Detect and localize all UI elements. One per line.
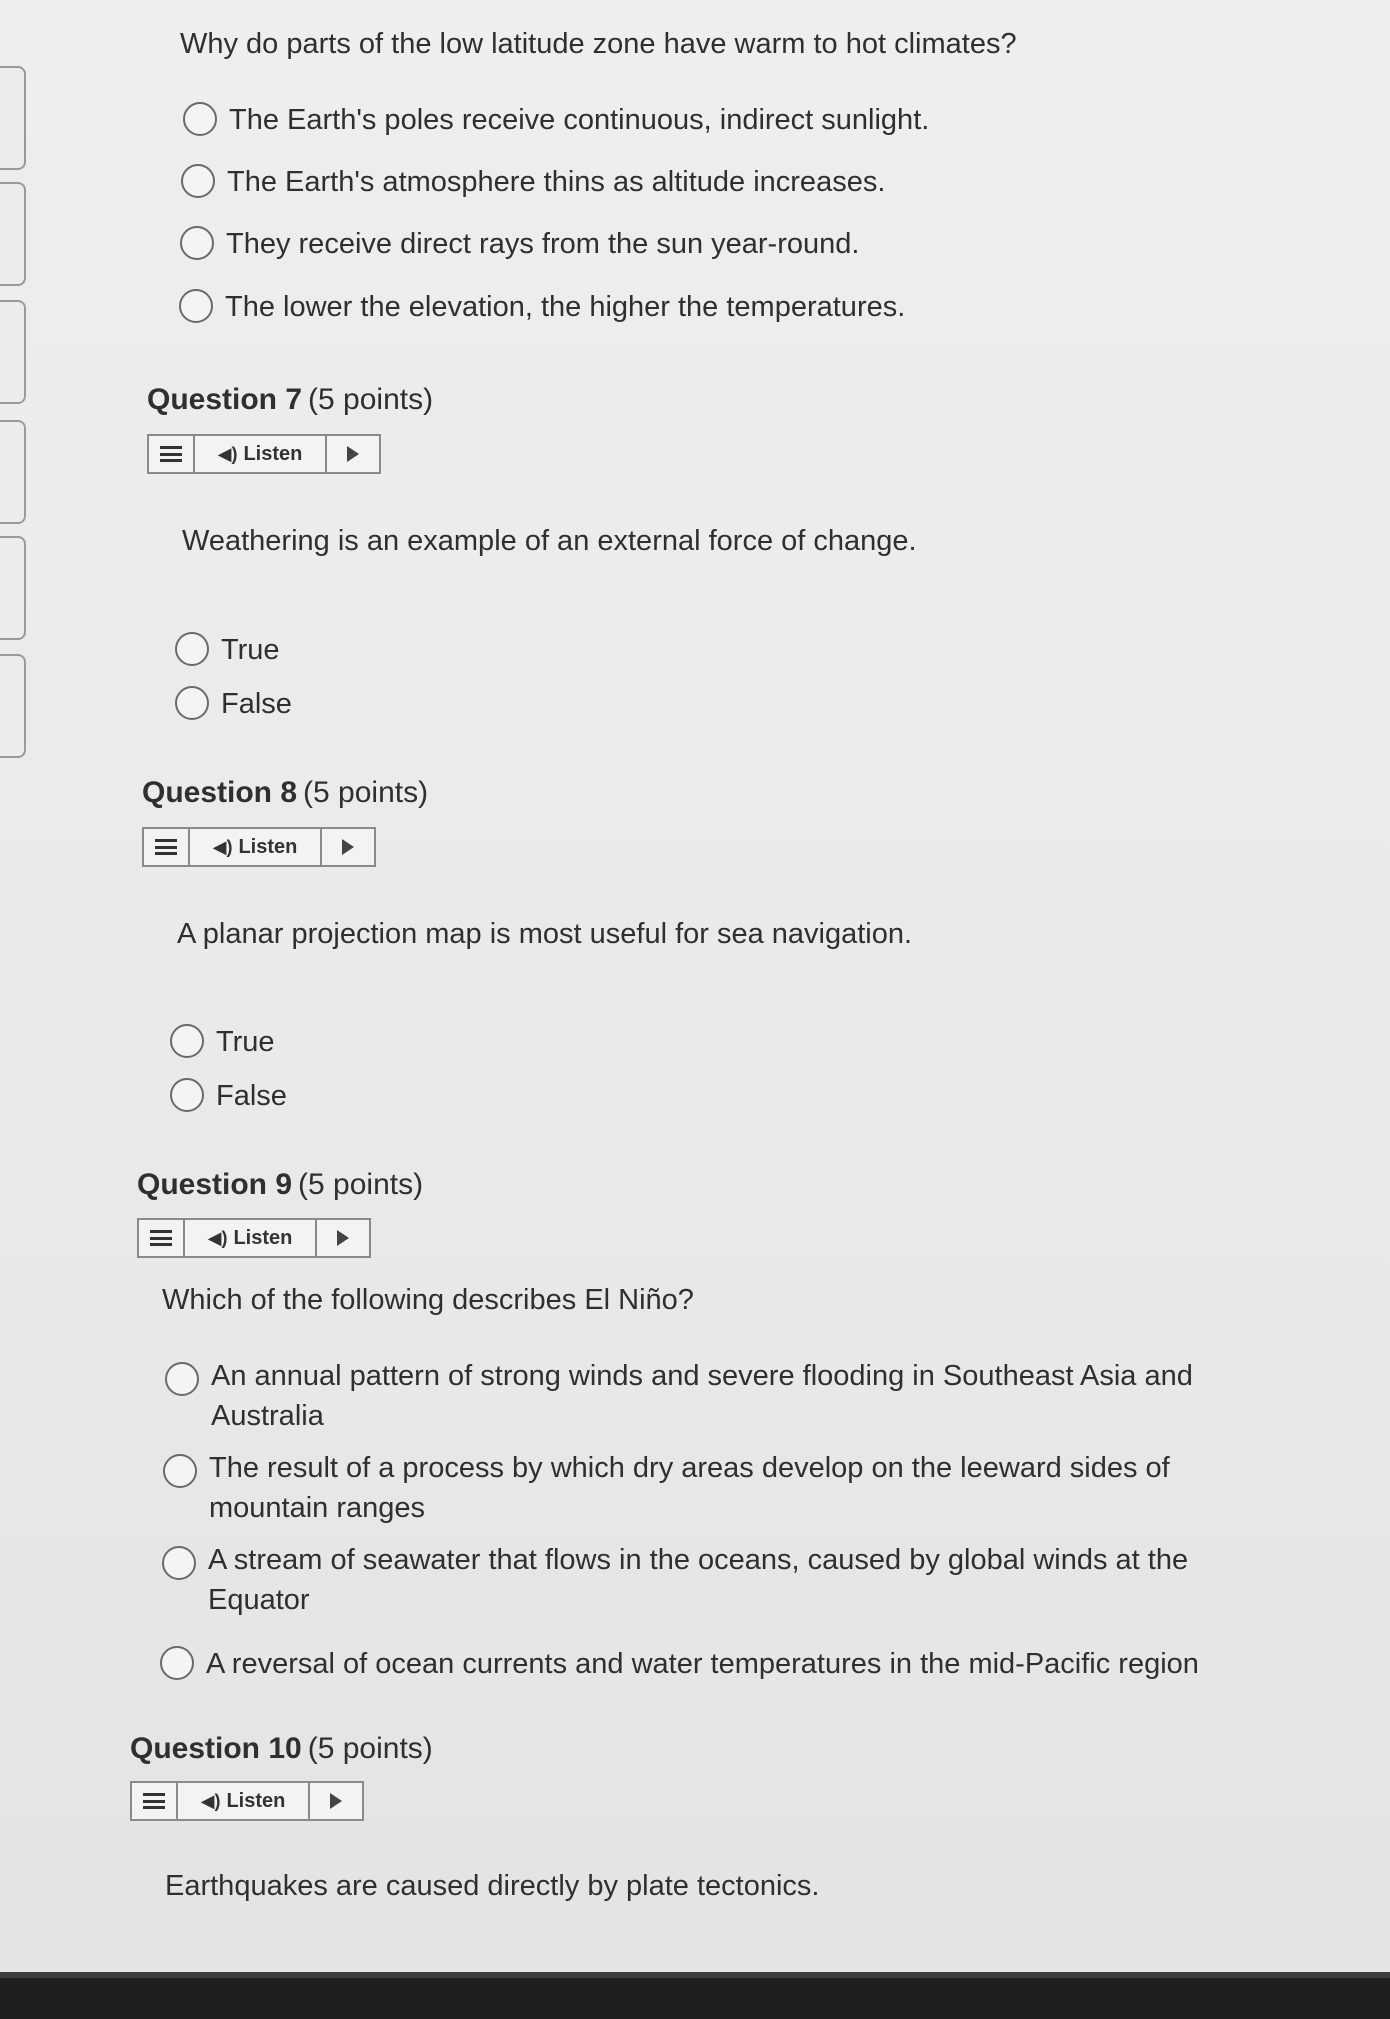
q9-title: Question 9 <box>137 1168 293 1201</box>
q8-listen-bar <box>142 827 376 867</box>
q7-option-false[interactable]: False <box>175 684 292 724</box>
q9-option-2[interactable]: The result of a process by which dry areas develop on the leeward sides of mountain ranges <box>163 1448 1170 1528</box>
q7-heading <box>147 383 433 417</box>
radio-button[interactable] <box>179 289 213 323</box>
menu-icon[interactable] <box>132 1783 178 1819</box>
play-icon[interactable] <box>327 436 379 472</box>
q10-points: (5 points) <box>307 1732 433 1765</box>
question-nav-tab[interactable] <box>0 66 26 170</box>
q9-prompt: Which of the following describes El Niño? <box>162 1284 694 1316</box>
q7-points: (5 points) <box>308 383 434 416</box>
q10-heading <box>130 1732 433 1766</box>
q8-option-false[interactable]: False <box>170 1076 287 1116</box>
question-nav-tab[interactable] <box>0 300 26 404</box>
question-nav-tab[interactable] <box>0 536 26 640</box>
play-icon[interactable] <box>322 829 374 865</box>
q9-points: (5 points) <box>298 1168 424 1201</box>
radio-button[interactable] <box>175 632 209 666</box>
listen-button[interactable]: ◀) Listen <box>195 436 327 472</box>
speaker-icon: ◀) <box>212 836 233 857</box>
q6-option-2[interactable]: The Earth's atmosphere thins as altitude increases. <box>181 162 885 202</box>
menu-icon[interactable] <box>139 1220 185 1256</box>
radio-button[interactable] <box>170 1024 204 1058</box>
radio-button[interactable] <box>165 1362 199 1396</box>
q7-prompt: Weathering is an example of an external force of change. <box>182 525 917 557</box>
radio-button[interactable] <box>162 1546 196 1580</box>
q9-listen-bar <box>137 1218 371 1258</box>
radio-button[interactable] <box>181 164 215 198</box>
radio-button[interactable] <box>175 686 209 720</box>
speaker-icon: ◀) <box>217 443 238 464</box>
q6-option-3[interactable]: They receive direct rays from the sun year-round. <box>180 224 859 264</box>
q9-heading <box>137 1168 423 1202</box>
q10-title: Question 10 <box>130 1732 302 1765</box>
q8-title: Question 8 <box>142 776 298 809</box>
listen-button[interactable]: ◀) Listen <box>178 1783 310 1819</box>
radio-button[interactable] <box>183 102 217 136</box>
q8-points: (5 points) <box>303 776 429 809</box>
screen-bezel <box>0 1978 1390 2019</box>
question-nav-tab[interactable] <box>0 654 26 758</box>
q9-option-4[interactable]: A reversal of ocean currents and water temperatures in the mid-Pacific region <box>160 1644 1199 1684</box>
q9-option-1[interactable]: An annual pattern of strong winds and severe flooding in Southeast Asia and Australia <box>165 1356 1193 1436</box>
radio-button[interactable] <box>160 1646 194 1680</box>
q9-option-3[interactable]: A stream of seawater that flows in the oceans, caused by global winds at the Equator <box>162 1540 1188 1620</box>
radio-button[interactable] <box>163 1454 197 1488</box>
q8-option-true[interactable]: True <box>170 1022 275 1062</box>
q6-option-1[interactable]: The Earth's poles receive continuous, indirect sunlight. <box>183 100 929 140</box>
question-nav-tab[interactable] <box>0 420 26 524</box>
q8-heading <box>142 776 428 810</box>
speaker-icon: ◀) <box>207 1227 228 1248</box>
radio-button[interactable] <box>180 226 214 260</box>
listen-button[interactable]: ◀) Listen <box>190 829 322 865</box>
q6-option-4[interactable]: The lower the elevation, the higher the temperatures. <box>179 287 905 327</box>
q7-title: Question 7 <box>147 383 303 416</box>
radio-button[interactable] <box>170 1078 204 1112</box>
speaker-icon: ◀) <box>200 1790 221 1811</box>
menu-icon[interactable] <box>144 829 190 865</box>
q7-listen-bar <box>147 434 381 474</box>
q8-prompt: A planar projection map is most useful for sea navigation. <box>177 918 913 950</box>
question-nav-tab[interactable] <box>0 182 26 286</box>
menu-icon[interactable] <box>149 436 195 472</box>
play-icon[interactable] <box>310 1783 362 1819</box>
q7-option-true[interactable]: True <box>175 630 280 670</box>
q10-prompt: Earthquakes are caused directly by plate tectonics. <box>165 1870 820 1902</box>
listen-button[interactable]: ◀) Listen <box>185 1220 317 1256</box>
play-icon[interactable] <box>317 1220 369 1256</box>
q6-prompt: Why do parts of the low latitude zone have warm to hot climates? <box>180 28 1017 60</box>
q10-listen-bar <box>130 1781 364 1821</box>
